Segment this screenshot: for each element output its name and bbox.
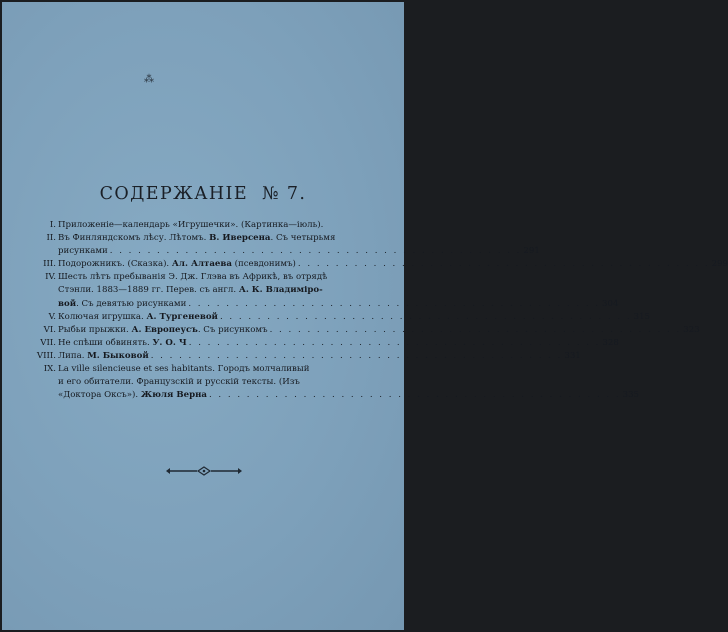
entry-author: А. К. Владиміро- <box>238 285 323 296</box>
dot-leader: . . . . . . . . . . . . . . . . . . . . . . . . . . . . . . . . . . . . . . . . . . . . <box>269 324 682 335</box>
entry-line <box>58 284 354 297</box>
entry-text <box>58 284 323 297</box>
entry-text <box>58 389 207 402</box>
dot-leader: . . . . . . . . . . . . . . . . . . . . . . . . . . . . . . . . . . . . . . . . . . . . <box>109 246 522 257</box>
dot-leader: . . . . . . . . . . . . . . . . . . . . . . . . . . . . . . . . . . . . . . . . . . . . <box>188 298 601 309</box>
dot-leader: . . . . . . . . . . . . . . . . . . . . . . . . . . . . . . . . . . . . . . . . . . . . <box>188 337 601 348</box>
entry-title-text: Въ Финляндскомъ лѣсу. Лѣтомъ. <box>58 233 210 244</box>
toc-entry <box>48 311 651 324</box>
entry-text <box>58 219 323 232</box>
entry-author: М. Быковой <box>87 350 149 361</box>
entry-text <box>58 324 268 337</box>
dot-leader: . . . . . . . . . . . . . . . . . . . . . . . . . . . . . . . . . . . . . . . . . . . . <box>219 311 632 322</box>
entry-author: А. Европеусъ <box>131 324 198 335</box>
entry-title-text: Шесть лѣтъ пребыванія Э. Дж. Глэва въ Африкѣ, въ отрядѣ <box>58 272 328 283</box>
entry-text <box>58 271 327 284</box>
entry-number: III. <box>43 259 56 270</box>
page-number: 299 <box>711 259 728 270</box>
toc-entry <box>43 363 640 402</box>
entry-text <box>58 311 218 324</box>
speck-mark: ⁂ <box>144 74 154 85</box>
toc-entry <box>40 337 619 350</box>
entry-line <box>58 271 354 284</box>
entry-title-text: Стэнли. 1883—1889 гг. Перев. съ англ. <box>58 285 239 296</box>
entry-title-text: Рыбьи прыжки. <box>58 324 132 335</box>
dot-leader: . . . . . . . . . . . . . . . . . . . . . . . . . . . . . . . . . . . . . . . . . . . . <box>208 390 621 401</box>
dot-leader: . . . . . . . . . . . . . . . . . . . . . . . . . . . . . . . . . . . . . . . . . . . . <box>297 259 710 270</box>
entry-author: В. Иверсена <box>209 233 271 244</box>
entry-title-text: Не спѣши обвинять. <box>58 337 153 348</box>
toc-entry <box>43 324 700 337</box>
entry-number: IV. <box>45 272 56 283</box>
entry-suffix-text: . Съ рисункомъ <box>197 324 268 335</box>
entry-suffix-text: (псевдонимъ) <box>231 259 296 270</box>
page-number: 328 <box>602 337 619 348</box>
entry-line <box>58 311 651 324</box>
entry-text <box>58 376 300 389</box>
entry-title-text: Подорожникъ. (Сказка). <box>58 259 172 270</box>
entry-text <box>58 363 309 376</box>
page-number: 335 <box>622 390 640 401</box>
entry-line <box>58 376 354 389</box>
toc-entry <box>45 271 619 310</box>
entry-number: IX. <box>43 364 56 375</box>
toc-entry <box>43 258 728 271</box>
title-word: СОДЕРЖАНІЕ <box>99 184 249 204</box>
entry-title-text: «Доктора Оксъ»). <box>58 390 141 401</box>
entry-text <box>58 232 335 245</box>
entry-line <box>58 324 700 337</box>
title-number: № 7. <box>261 184 307 204</box>
entry-author: Ал. Алтаева <box>171 259 232 270</box>
entry-line <box>58 298 619 311</box>
toc-entry <box>36 350 581 363</box>
page-number: 315 <box>633 311 651 322</box>
entry-author: вой <box>58 298 77 309</box>
entry-title-text: Колючая игрушка. <box>58 311 147 322</box>
toc-entry <box>49 219 354 232</box>
entry-line <box>58 350 581 363</box>
entry-title-text: Приложеніе—календарь «Игрушечки». (Картинка—іюль). <box>58 220 324 230</box>
page <box>2 2 728 630</box>
entry-title-text: Липа. <box>58 350 88 361</box>
page-number: 304 <box>602 298 619 309</box>
page-number: 323 <box>683 324 700 335</box>
ornament-divider <box>166 466 242 476</box>
entry-number: I. <box>49 220 56 230</box>
entry-line <box>58 337 619 350</box>
entry-number: VIII. <box>36 350 56 361</box>
entry-text <box>58 245 108 258</box>
entry-title-text: La ville silencieuse et ses habitants. Городъ молчаливый <box>58 364 310 375</box>
table-of-contents <box>36 219 728 402</box>
entry-text <box>58 258 296 271</box>
page-title <box>2 184 404 204</box>
entry-number: V. <box>48 311 56 322</box>
entry-number: VII. <box>40 337 56 348</box>
page-number: 291 <box>523 246 540 257</box>
entry-line <box>58 219 354 232</box>
entry-text <box>58 298 186 311</box>
entry-number: II. <box>46 233 56 244</box>
page-number: 331 <box>564 350 581 361</box>
entry-title-text: рисунками <box>58 246 108 257</box>
entry-author: А. Тургеневой <box>146 311 218 322</box>
entry-author: Жюля Верна <box>140 390 207 401</box>
entry-line <box>58 363 354 376</box>
entry-suffix-text: . Съ четырьмя <box>270 233 336 244</box>
entry-author: У. О. Ч <box>152 337 187 348</box>
entry-line <box>58 232 354 245</box>
dot-leader: . . . . . . . . . . . . . . . . . . . . . . . . . . . . . . . . . . . . . . . . . . . . <box>150 350 563 361</box>
entry-number: VI. <box>43 324 56 335</box>
toc-entry <box>46 232 540 258</box>
entry-text <box>58 350 149 363</box>
entry-suffix-text: . Съ девятью рисунками <box>76 298 187 309</box>
entry-text <box>58 337 187 350</box>
entry-line <box>58 258 728 271</box>
entry-line <box>58 389 640 402</box>
entry-title-text: и его обитатели. Французскій и русскій тексты. (Изъ <box>58 377 300 388</box>
entry-line <box>58 245 540 258</box>
